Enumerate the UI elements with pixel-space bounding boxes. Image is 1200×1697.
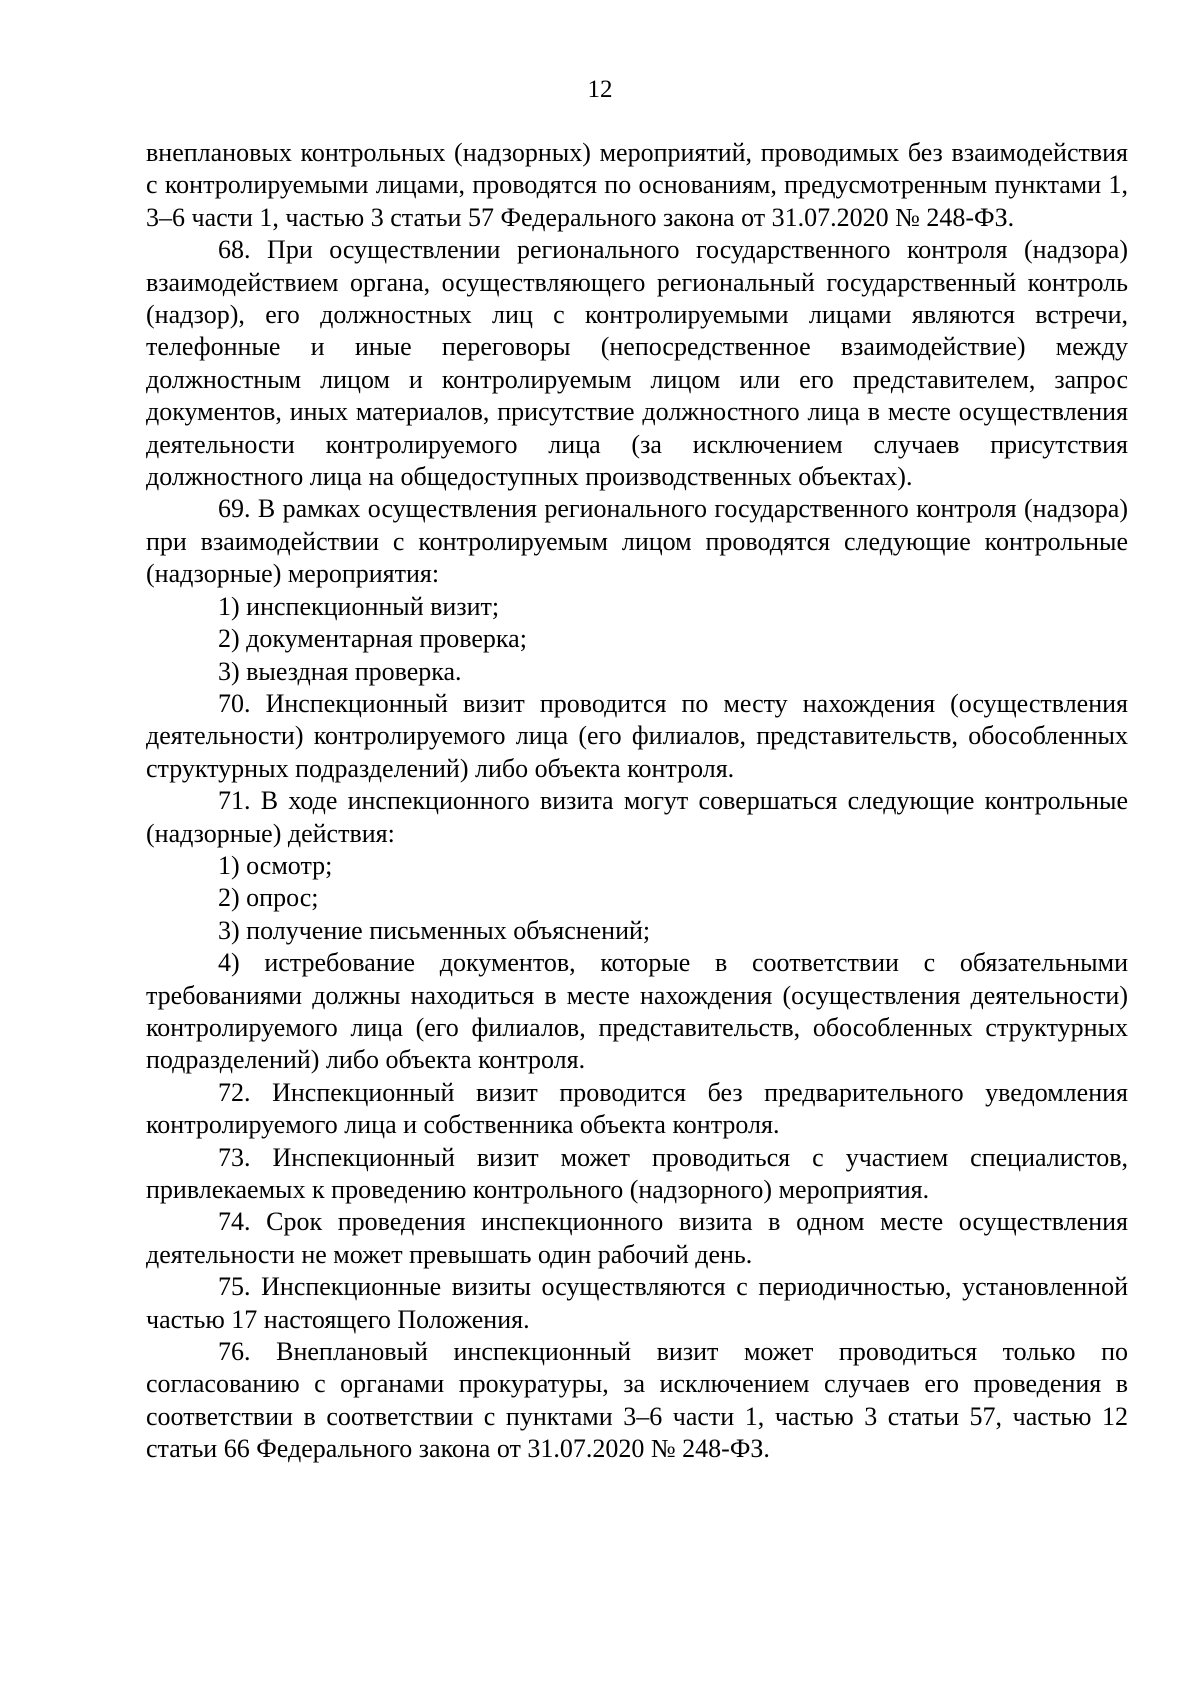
paragraph-73: 73. Инспекционный визит может проводиться с участием специалистов, привлекаемых к проведению контрольного (надзорного) мероприятия. — [146, 1142, 1128, 1204]
document-body — [146, 137, 1128, 1466]
list-item-71-2: 2) опрос; — [218, 883, 319, 913]
list-item-71-4: 4) истребование документов, которые в соответствии с обязательными требованиями должны находиться в месте нахождения (осуществления деятельности) контролируемого лица (его филиалов, представительств, обособленных структурных подразделений) либо объекта контроля. — [146, 948, 1128, 1075]
page-number: 12 — [587, 76, 613, 103]
paragraph-74: 74. Срок проведения инспекционного визита в одном месте осуществления деятельности не может превышать один рабочий день. — [146, 1207, 1128, 1269]
paragraph-continuation: внеплановых контрольных (надзорных) мероприятий, проводимых без взаимодействия с контролируемыми лицами, проводятся по основаниям, предусмотренным пунктами 1, 3–6 части 1, частью 3 статьи 57 Федерального закона от 31.07.2020 № 248-ФЗ. — [146, 138, 1128, 232]
list-item-71-3: 3) получение письменных объяснений; — [218, 915, 651, 945]
list-item-69-3: 3) выездная проверка. — [218, 656, 462, 686]
paragraph-68: 68. При осуществлении регионального государственного контроля (надзора) взаимодействием органа, осуществляющего региональный государственный контроль (надзор), его должностных лиц с контролируемыми лицами являются встречи, телефонные и иные переговоры (непосредственное взаимодействие) между должностным лицом и контролируемым лицом или его представителем, запрос документов, иных материалов, присутствие должностного лица в месте осуществления деятельности контролируемого лица (за исключением случаев присутствия должностного лица на общедоступных производственных объектах). — [146, 235, 1128, 492]
paragraph-70: 70. Инспекционный визит проводится по месту нахождения (осуществления деятельности) контролируемого лица (его филиалов, представительств, обособленных структурных подразделений) либо объекта контроля. — [146, 688, 1128, 783]
list-item-69-2: 2) документарная проверка; — [218, 624, 527, 654]
paragraph-75: 75. Инспекционные визиты осуществляются с периодичностью, установленной частью 17 настоящего Положения. — [146, 1272, 1128, 1334]
list-item-69-1: 1) инспекционный визит; — [218, 591, 500, 621]
paragraph-69: 69. В рамках осуществления регионального государственного контроля (надзора) при взаимодействии с контролируемым лицом проводятся следующие контрольные (надзорные) мероприятия: — [146, 494, 1128, 589]
paragraph-76: 76. Внеплановый инспекционный визит может проводиться только по согласованию с органами прокуратуры, за исключением случаев его проведения в соответствии в соответствии с пунктами 3–6 части 1, частью 3 статьи 57, частью 12 статьи 66 Федерального закона от 31.07.2020 № 248-ФЗ. — [146, 1337, 1128, 1464]
paragraph-71: 71. В ходе инспекционного визита могут совершаться следующие контрольные (надзорные) действия: — [146, 786, 1128, 848]
list-item-71-1: 1) осмотр; — [218, 850, 333, 880]
paragraph-72: 72. Инспекционный визит проводится без предварительного уведомления контролируемого лица и собственника объекта контроля. — [146, 1077, 1128, 1140]
